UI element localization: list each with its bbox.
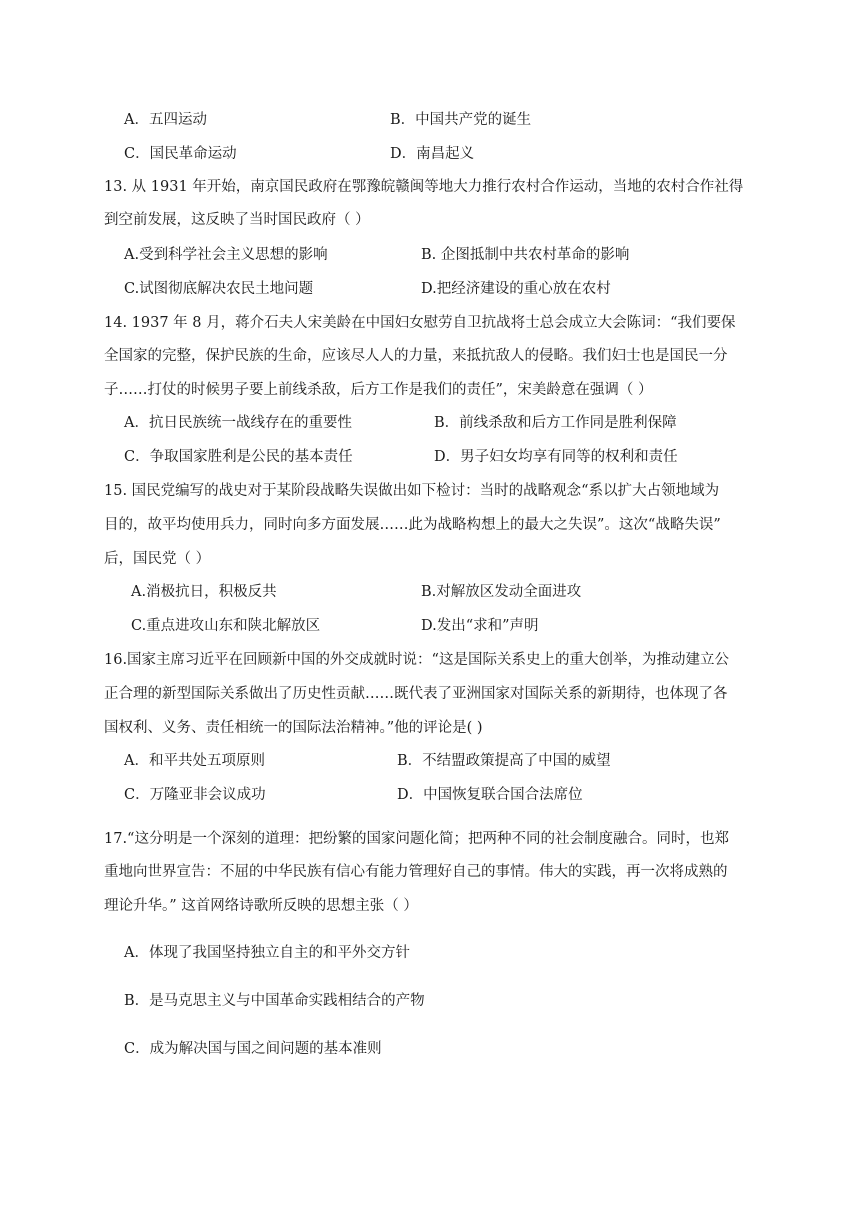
q13-stem-line-1: 13. 从 1931 年开始，南京国民政府在鄂豫皖赣闽等地大力推行农村合作运动，当地的农村合作社得 <box>104 179 744 195</box>
q17-stem-line-1: 17.“这分明是一个深刻的道理：把纷繁的国家问题化简；把两种不同的社会制度融合。同时，也郑 <box>104 831 729 847</box>
q12-option-d: D．南昌起义 <box>390 146 475 162</box>
q14-stem-line-3: 子……打仗的时候男子要上前线杀敌，后方工作是我们的责任”，宋美龄意在强调（ ） <box>104 382 653 398</box>
q17-option-b: B．是马克思主义与中国革命实践相结合的产物 <box>124 993 425 1009</box>
q13-option-c: C.试图彻底解决农民土地问题 <box>124 281 314 297</box>
q16-option-d: D．中国恢复联合国合法席位 <box>397 787 583 803</box>
q12-option-c: C．国民革命运动 <box>124 146 237 162</box>
q14-option-a: A．抗日民族统一战线存在的重要性 <box>124 415 352 431</box>
q13-option-b: B. 企图抵制中共农村革命的影响 <box>421 247 630 263</box>
q15-option-c: C.重点进攻山东和陕北解放区 <box>131 618 321 634</box>
q14-option-b: B．前线杀敌和后方工作同是胜利保障 <box>434 415 677 431</box>
q15-stem-line-1: 15. 国民党编写的战史对于某阶段战略失误做出如下检讨：当时的战略观念“系以扩大占领地域为 <box>104 483 720 499</box>
q15-option-a: A.消极抗日，积极反共 <box>131 584 277 600</box>
q15-option-b: B.对解放区发动全面进攻 <box>421 584 582 600</box>
q15-stem-line-3: 后，国民党（ ） <box>104 551 211 567</box>
q16-option-a: A．和平共处五项原则 <box>124 753 265 769</box>
q14-stem-line-2: 全国家的完整，保护民族的生命，应该尽人人的力量，来抵抗敌人的侵略。我们妇士也是国民一分 <box>104 348 728 364</box>
q17-stem-line-2: 重地向世界宣告：不屈的中华民族有信心有能力管理好自己的事情。伟大的实践，再一次将成熟的 <box>104 864 728 880</box>
q15-option-d: D.发出“求和”声明 <box>421 618 539 634</box>
q17-option-a: A．体现了我国坚持独立自主的和平外交方针 <box>124 945 410 961</box>
q13-option-a: A.受到科学社会主义思想的影响 <box>124 247 328 263</box>
q16-stem-line-3: 国权利、义务、责任相统一的国际法治精神。”他的评论是( ) <box>104 720 483 736</box>
q14-option-c: C．争取国家胜利是公民的基本责任 <box>124 449 353 465</box>
q14-stem-line-1: 14. 1937 年 8 月，蒋介石夫人宋美龄在中国妇女慰劳自卫抗战将士总会成立大会陈词：“我们要保 <box>104 315 736 331</box>
q14-option-d: D．男子妇女均享有同等的权利和责任 <box>434 449 678 465</box>
q12-option-a: A．五四运动 <box>124 112 207 128</box>
q17-option-c: C．成为解决国与国之间问题的基本准则 <box>124 1041 382 1057</box>
q13-stem-line-2: 到空前发展，这反映了当时国民政府（ ） <box>104 212 370 228</box>
q17-stem-line-3: 理论升华。” 这首网络诗歌所反映的思想主张（ ） <box>104 898 418 914</box>
q16-stem-line-2: 正合理的新型国际关系做出了历史性贡献……既代表了亚洲国家对国际关系的新期待，也体现了各 <box>104 686 728 702</box>
q15-stem-line-2: 目的，故平均使用兵力，同时向多方面发展……此为战略构想上的最大之失误”。这次“战略失误” <box>104 517 721 533</box>
q12-option-b: B．中国共产党的诞生 <box>390 112 532 128</box>
q16-option-b: B．不结盟政策提高了中国的威望 <box>397 753 611 769</box>
q13-option-d: D.把经济建设的重心放在农村 <box>421 281 611 297</box>
q16-option-c: C．万隆亚非会议成功 <box>124 787 266 803</box>
q16-stem-line-1: 16.国家主席习近平在回顾新中国的外交成就时说：“这是国际关系史上的重大创举，为推动建立公 <box>104 652 729 668</box>
